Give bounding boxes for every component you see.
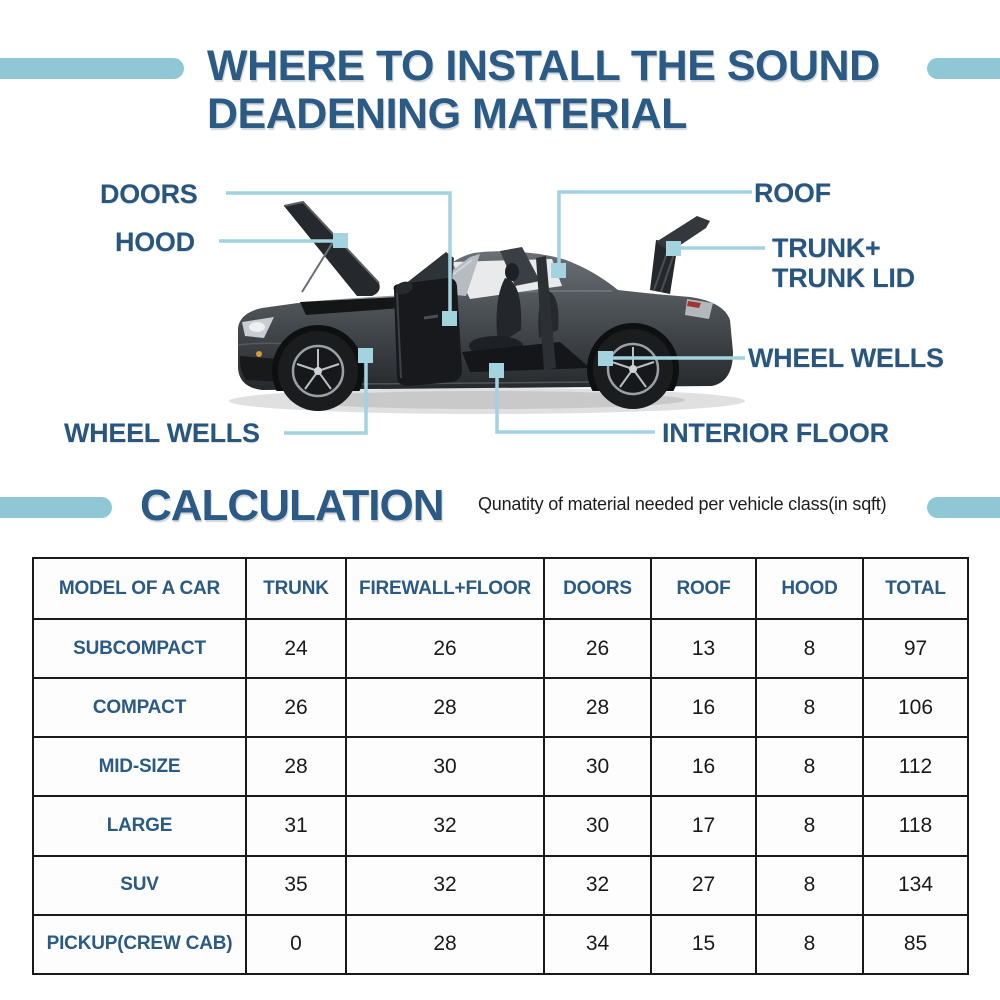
table-cell: 34 bbox=[544, 915, 651, 974]
label-wheel-wells-left: WHEEL WELLS bbox=[64, 418, 260, 448]
calculation-subtitle: Qunatity of material needed per vehicle class(in sqft) bbox=[478, 494, 887, 514]
label-interior-floor: INTERIOR FLOOR bbox=[662, 418, 889, 448]
decor-bar-top-left bbox=[0, 58, 184, 79]
table-cell: 30 bbox=[544, 796, 651, 855]
table-cell: 13 bbox=[651, 619, 756, 678]
marker-trunk bbox=[666, 241, 681, 256]
marker-interior-floor bbox=[489, 363, 504, 378]
table-cell: 30 bbox=[544, 737, 651, 796]
marker-wheel-wells-right bbox=[598, 351, 613, 366]
decor-bar-calc-left bbox=[0, 497, 112, 518]
column-header: HOOD bbox=[756, 558, 863, 619]
table-cell: 8 bbox=[756, 619, 863, 678]
marker-hood bbox=[333, 233, 348, 248]
table-cell: 24 bbox=[246, 619, 346, 678]
row-label: SUBCOMPACT bbox=[33, 619, 246, 678]
table-cell: 112 bbox=[863, 737, 968, 796]
table-cell: 8 bbox=[756, 856, 863, 915]
table-cell: 35 bbox=[246, 856, 346, 915]
table-cell: 32 bbox=[346, 856, 544, 915]
table-cell: 106 bbox=[863, 678, 968, 737]
table-cell: 28 bbox=[346, 915, 544, 974]
table-cell: 16 bbox=[651, 678, 756, 737]
table-cell: 16 bbox=[651, 737, 756, 796]
table-cell: 97 bbox=[863, 619, 968, 678]
column-header: TRUNK bbox=[246, 558, 346, 619]
table-cell: 85 bbox=[863, 915, 968, 974]
label-hood: HOOD bbox=[115, 227, 195, 257]
column-header: FIREWALL+FLOOR bbox=[346, 558, 544, 619]
table-row bbox=[33, 856, 968, 915]
table-cell: 15 bbox=[651, 915, 756, 974]
label-trunk bbox=[772, 233, 915, 293]
table-cell: 31 bbox=[246, 796, 346, 855]
table-cell: 8 bbox=[756, 915, 863, 974]
table-cell: 0 bbox=[246, 915, 346, 974]
row-label: MID-SIZE bbox=[33, 737, 246, 796]
row-label: COMPACT bbox=[33, 678, 246, 737]
page-title-line1: WHERE TO INSTALL THE SOUND bbox=[207, 42, 880, 90]
table-cell: 28 bbox=[544, 678, 651, 737]
table-cell: 32 bbox=[346, 796, 544, 855]
table-row bbox=[33, 737, 968, 796]
table-cell: 8 bbox=[756, 796, 863, 855]
marker-doors bbox=[442, 311, 457, 326]
calculation-heading: CALCULATION bbox=[140, 481, 444, 530]
table-cell: 32 bbox=[544, 856, 651, 915]
front-wheel bbox=[278, 331, 358, 411]
marker-wheel-wells-left bbox=[358, 348, 373, 363]
page-title bbox=[207, 42, 967, 138]
label-roof: ROOF bbox=[754, 178, 831, 208]
table-row bbox=[33, 619, 968, 678]
table-cell: 26 bbox=[544, 619, 651, 678]
table-cell: 8 bbox=[756, 678, 863, 737]
table-cell: 28 bbox=[246, 737, 346, 796]
row-label: LARGE bbox=[33, 796, 246, 855]
column-header: MODEL OF A CAR bbox=[33, 558, 246, 619]
table-row bbox=[33, 915, 968, 974]
table-cell: 30 bbox=[346, 737, 544, 796]
row-label: PICKUP(CREW CAB) bbox=[33, 915, 246, 974]
open-hood bbox=[284, 202, 380, 296]
table-cell: 8 bbox=[756, 737, 863, 796]
table-cell: 17 bbox=[651, 796, 756, 855]
column-header: DOORS bbox=[544, 558, 651, 619]
column-header: ROOF bbox=[651, 558, 756, 619]
label-trunk-line2: TRUNK LID bbox=[772, 263, 915, 293]
table-row bbox=[33, 796, 968, 855]
table-cell: 26 bbox=[246, 678, 346, 737]
label-doors: DOORS bbox=[100, 179, 198, 209]
page-title-line2: DEADENING MATERIAL bbox=[207, 90, 687, 138]
table-body bbox=[33, 619, 968, 974]
table-cell: 28 bbox=[346, 678, 544, 737]
table-row bbox=[33, 678, 968, 737]
table-cell: 134 bbox=[863, 856, 968, 915]
table-header bbox=[33, 558, 968, 619]
table-cell: 27 bbox=[651, 856, 756, 915]
decor-bar-calc-right bbox=[927, 497, 1000, 518]
rear-wheel bbox=[593, 329, 673, 409]
marker-roof bbox=[551, 263, 566, 278]
column-header: TOTAL bbox=[863, 558, 968, 619]
table-cell: 118 bbox=[863, 796, 968, 855]
row-label: SUV bbox=[33, 856, 246, 915]
table-cell: 26 bbox=[346, 619, 544, 678]
calculation-table bbox=[32, 557, 969, 975]
label-wheel-wells-right: WHEEL WELLS bbox=[748, 343, 944, 373]
label-trunk-line1: TRUNK+ bbox=[772, 233, 881, 263]
